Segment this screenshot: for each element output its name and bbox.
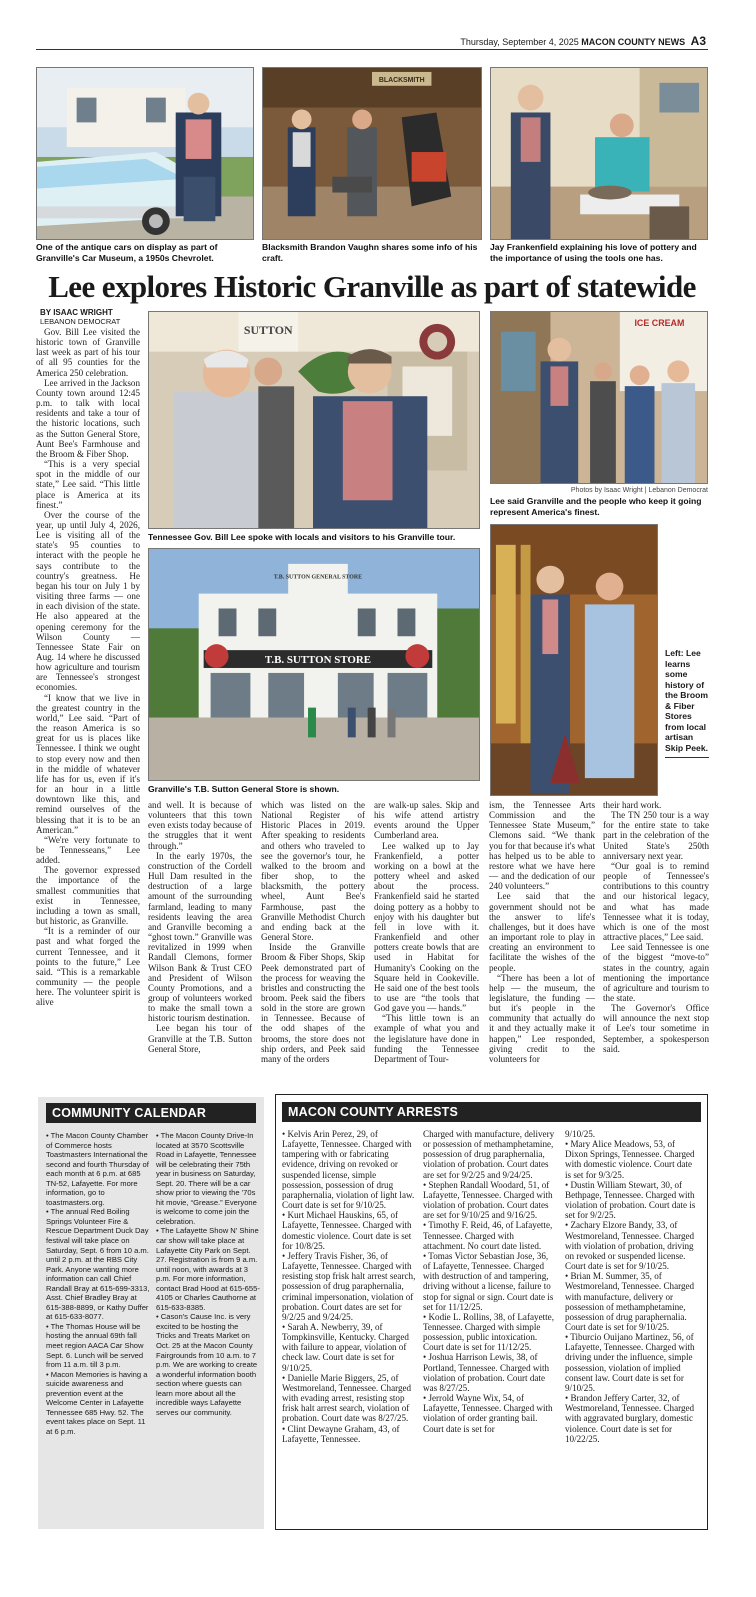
article-column-3: [261, 800, 365, 1064]
paragraph: The Governor's Office will announce the next stop of Lee's tour sometime in September, a spokesperson said.: [603, 1003, 709, 1054]
arrest-record: 9/10/25.: [565, 1129, 596, 1139]
paragraph: “We're very fortunate to be Tennesseans,” Lee added.: [36, 834, 140, 866]
paragraph: Lee walked up to Jay Frankenfield, a potter working on a bowl at the pottery wheel and asked about the process. Frankenfield said he started doing pottery as a hobby to enjoy with his daughter but fell in love with it. Frankenfield and other potters create bowls that are used in Habitat for Humanity's Cooking on the Square held in Cookeville. He said one of the best tools to use are “the tools that God gave you — hands.”: [374, 840, 479, 1014]
arrest-record: • Tomas Victor Sebastian Jose, 36, of Lafayette, Tennessee. Charged with destruction of and tampering, driving without a license, failure to stop for signal or sign. Court date is set for 11/12/25.: [423, 1250, 554, 1312]
arrest-record: • Sarah A. Newberry, 39, of Tompkinsville, Kentucky. Charged with failure to appear, violation of check law. Court date is set for 9/10/25.: [282, 1321, 409, 1373]
paragraph: In the early 1970s, the construction of the Cordell Hull Dam resulted in the destruction of a large amount of the surrounding farmland, leading to many residents leaving the area and Granville becoming a “ghost town.” Granville was revitalized in 1999 when Randall Clemons, former Wilson Bank & Trust CEO and President of Wilson County Promotions, and a group of volunteers worked to make the small town a historic tourism destination.: [148, 850, 252, 1024]
arrest-record: • Kelvis Arin Perez, 29, of Lafayette, Tennessee. Charged with tampering with or fabricating evidence, driving on revoked or suspended license, simple possession, possession of drug paraphernalia, violation of light law. Court date is set for 9/10/25.: [282, 1129, 415, 1211]
arrest-record: • Timothy F. Reid, 46, of Lafayette, Tennessee. Charged with attachment. No court date listed.: [423, 1220, 553, 1251]
paragraph: Lee said Tennessee is one of the biggest “move-to” states in the country, again mentioning the importance of agriculture and tourism to the state.: [603, 942, 709, 1003]
people-photo-caption: Lee said Granville and the people who keep it going represent America's finest.: [490, 496, 702, 517]
paragraph: which was listed on the National Register of Historic Places in 2019. After speaking to residents and others who traveled to see the governor's tour, he walked to the broom and fiber shop, to the blacksmith, the pottery wheel, Aunt Bee's Farmhouse, past the Granville Methodist Church and ending back at the General Store.: [261, 800, 365, 943]
arrest-record: • Brian M. Summer, 35, of Westmoreland, Tennessee. Charged with manufacture, delivery or possession of methamphetamine, possession of drug paraphernalia. Court date is set for 9/10/25.: [565, 1271, 695, 1332]
arrests-column-1: [282, 1129, 416, 1444]
paragraph: “Our goal is to remind people of Tennessee's contributions to this country and our historical legacy, and what has made Tennessee what it is today, which is one of the most attractive places,” Lee said.: [603, 860, 709, 943]
arrests-column-2: [423, 1129, 557, 1434]
arrest-record: • Clint Dewayne Graham, 43, of Lafayette, Tennessee.: [282, 1423, 400, 1444]
locals-photo: [148, 311, 480, 529]
calendar-column-1: [46, 1131, 150, 1437]
arrest-record: • Stephen Randall Woodard, 51, of Lafayette, Tennessee. Charged with violation of probation. Court dates are set for 9/10/25 and 9/16/25.: [423, 1179, 553, 1221]
arrest-record: • Jerrold Wayne Wix, 54, of Lafayette, Tennessee. Charged with violation of order granting bail. Court date is set for: [423, 1393, 553, 1434]
article-column-6: [603, 800, 709, 1054]
issue-date: Thursday, September 4, 2025: [460, 37, 579, 47]
blacksmith-photo: [262, 67, 482, 240]
calendar-item: • Cason's Cause Inc. is very excited to be hosting the Tricks and Treats Market on Oct. 25 at the Macon County Fairgrounds from 10 a.m. to 7 p.m. We are working to create a wonderful information booth section where guests can learn more about all the incredible ways Lafayette serves our community.: [156, 1312, 258, 1417]
paragraph: Gov. Bill Lee visited the historic town of Granville last week as part of his tour of all 95 counties for the America 250 celebration.: [36, 327, 140, 378]
store-photo-caption: Granville's T.B. Sutton General Store is shown.: [148, 784, 340, 794]
paragraph: The governor expressed the importance of the smallest communities that exist in Tennessee, including a town as small, but historic, as Granville.: [36, 865, 140, 927]
paragraph: their hard work.: [603, 800, 662, 810]
publication-name: MACON COUNTY NEWS: [581, 37, 686, 47]
paragraph: are walk-up sales. Skip and his wife attend artistry events around the Upper Cumberland area.: [374, 800, 479, 841]
article-headline: Lee explores Historic Granville as part of statewide: [48, 269, 696, 304]
paragraph: “I know that we live in the greatest country in the world,” Lee said. “Part of the reason America is so great for us is places like Tennessee. I think we ought to stop every now and then in the middle of whatever life has for us, even if it's for an hour in a little downtown like this, and remind ourselves of the blessing that it is to be an American.”: [36, 692, 140, 835]
broom-photo: [490, 524, 658, 796]
store-photo: [148, 548, 480, 781]
paragraph: The TN 250 tour is a way for the entire state to take part in the celebration of the United State's 250th anniversary next year.: [603, 810, 709, 861]
article-column-4: [374, 800, 479, 1064]
arrest-record: • Kodie L. Rollins, 38, of Lafayette, Tennessee. Charged with simple possession, public intoxication. Court date is set for 11/12/25.: [423, 1311, 554, 1353]
arrest-record: • Mary Alice Meadows, 53, of Dixon Springs, Tennessee. Charged with domestic violence. Court date is set for 9/3/25.: [565, 1139, 695, 1180]
paragraph: and well. It is because of volunteers that this town even exists today because of the struggles that it went through.”: [148, 800, 252, 851]
arrest-record: • Brandon Jeffery Carter, 32, of Westmoreland, Tennessee. Charged with aggravated burglary, domestic violence. Court date is set for 10/22/25.: [565, 1393, 695, 1444]
macon-county-arrests: [275, 1094, 708, 1530]
community-calendar: [38, 1097, 264, 1529]
blacksmith-photo-caption: Blacksmith Brandon Vaughn shares some info of his craft.: [262, 242, 478, 263]
arrest-record: • Danielle Marie Biggers, 25, of Westmoreland, Tennessee. Charged with evading arrest, resisting stop frisk halt arrest search, violation of probation. Court date was 8/27/25.: [282, 1372, 412, 1424]
arrest-record: • Zachary Elzore Bandy, 33, of Westmoreland, Tennessee. Charged with violation of probation, driving on revoked or suspended license. Court date is set for 9/10/25.: [565, 1220, 695, 1272]
article-column-2: [148, 800, 252, 1054]
arrest-record: • Kurt Michael Hauskins, 65, of Lafayette, Tennessee. Charged with domestic violence. Court date is set for 10/8/25.: [282, 1210, 412, 1251]
paragraph: Inside the Granville Broom & Fiber Shops, Skip Peek demonstrated part of the process for weaving the bristles and constructing the broom. Peek said the fibers sold in the store are grown in Tennessee. Because of the odd shapes of the brooms, the store does not ship orders, and Peek said many of the orders: [261, 942, 365, 1064]
paragraph: “It is a reminder of our past and what forged the current Tennessee, and it points to the future,” Lee said. “This is a remarkable community — the people here. The volunteer spirit is alive: [36, 926, 140, 1008]
calendar-item: • The Thomas House will be hosting the annual 69th fall meet region AACA Car Show Sept. 6. Lunch will be served from 11 a.m. till 3 p.m.: [46, 1321, 144, 1370]
arrest-record: • Tiburcio Ouijano Martinez, 56, of Lafayette, Tennessee. Charged with driving under the influence, simple possession, violation of implied consent law. Court date is set for 9/10/25.: [565, 1332, 695, 1393]
paragraph: “This is a very special spot in the middle of our state,” Lee said. “This little place is America at its finest.”: [36, 459, 140, 510]
store-sign: T.B. SUTTON STORE: [264, 654, 372, 667]
calendar-item: • The Lafayette Show N' Shine car show will take place at Lafayette City Park on Sept. 27. Registration is from 9 a.m. until noon, with awards at 3 p.m. For more information, contact Brad Hood at 615-655-4105 or Charles Cauthorne at 615-633-8385.: [156, 1226, 260, 1312]
locals-photo-caption: Tennessee Gov. Bill Lee spoke with locals and visitors to his Granville tour.: [148, 532, 456, 542]
calendar-item: • The annual Red Boiling Springs Volunteer Fire & Rescue Department Duck Day festival will take place on Saturday, Sept. 6 from 10 a.m. until 2 p.m. at the RBS City Park. Anyone wanting more information can call Chief Randall Bray at 615-699-3313, Asst. Chief Bradley Bray at 615-388-8899, or Kathy Duffer at 615-633-8077.: [46, 1207, 150, 1322]
arrest-record: • Jeffery Travis Fisher, 36, of Lafayette, Tennessee. Charged with resisting stop frisk halt arrest search, possession of drug paraphernalia, criminal impersonation, violation of probation. Court dates are set for 9/2/25 and 9/24/25.: [282, 1250, 416, 1322]
photo-credit: Photos by Isaac Wright | Lebanon Democrat: [570, 487, 708, 494]
article-column-1: [36, 327, 140, 1007]
byline: [40, 309, 140, 326]
blacksmith-sign: BLACKSMITH: [378, 76, 425, 84]
calendar-title: COMMUNITY CALENDAR: [46, 1103, 256, 1123]
byline-name: BY ISAAC WRIGHT: [40, 308, 113, 317]
article-column-5: [489, 800, 595, 1064]
paragraph: ism, the Tennessee Arts Commission and the Tennessee State Museum,” Clemons said. “We thank you for that because it's what has helped us to be able to restore what we have here — and the dedication of our 240 volunteers.”: [489, 800, 595, 892]
arrest-record: Charged with manufacture, delivery or possession of methamphetamine, possession of drug paraphernalia, violation of probation. Court dates are set for 9/2/25 and 9/24/25.: [423, 1129, 555, 1180]
people-photo: [490, 311, 708, 484]
paragraph: Lee began his tour of Granville at the T.B. Sutton General Store,: [148, 1023, 252, 1054]
sutton-partial-sign: SUTTON: [243, 322, 293, 337]
arrests-title: MACON COUNTY ARRESTS: [282, 1102, 701, 1122]
page-number: A3: [690, 34, 706, 48]
calendar-column-2: [156, 1131, 260, 1417]
ice-cream-sign: ICE CREAM: [634, 317, 685, 328]
page-header: [36, 34, 708, 50]
broom-caption-text: Lee learns some history of the Broom & Fiber Stores from local artisan Skip Peek.: [665, 648, 708, 753]
paragraph: Lee said that the government should not be the answer to life's challenges, but it does have an important role to play in creating an environment to facilitate the wishes of the people.: [489, 891, 595, 973]
arrests-column-3: [565, 1129, 699, 1444]
car-photo-caption: One of the antique cars on display as part of Granville's Car Museum, a 1950s Chevrolet.: [36, 242, 218, 263]
pottery-photo-caption: Jay Frankenfield explaining his love of pottery and the importance of using the tools one has.: [490, 242, 697, 263]
broom-caption-label: Left:: [665, 648, 684, 658]
paragraph: Lee arrived in the Jackson County town around 12:45 p.m. to talk with local residents and take a tour of the historic locations, such as the Sutton General Store, Aunt Bee's Farmhouse and the Broom & Fiber Shop.: [36, 377, 140, 459]
broom-photo-caption: [665, 648, 709, 758]
pottery-photo: [490, 67, 708, 240]
car-photo: [36, 67, 254, 240]
paragraph: Over the course of the year, up until July 4, 2026, Lee is visiting all of the state's 95 counties to interact with the people he says contribute to the country's greatness. He began his tour on July 1 by visiting three farms — one in each division of the state. He also appeared at the opening ceremony for the Wilson County — Tennessee State Fair on Aug. 14 where he discussed how agriculture and tourism are Tennessee's strongest economies.: [36, 509, 140, 693]
calendar-item: • Macon Memories is having a suicide awareness and prevention event at the Welcome Center in Lafayette Tennessee 685 Hwy. 52. The event takes place on Sept. 11 at 6 p.m.: [46, 1369, 148, 1436]
paragraph: “This little town is an example of what you and the legislature have done in funding the Tennessee Department of Tour-: [374, 1013, 479, 1064]
paragraph: “There has been a lot of help — the museum, the legislature, the funding — but it's people in the community that actually do it and they actually make it happen,” Lee responded, giving credit to the volunteers for: [489, 972, 595, 1064]
arrest-record: • Dustin William Stewart, 30, of Bethpage, Tennessee. Charged with violation of probation. Court date is set for 9/2/25.: [565, 1179, 696, 1221]
arrest-record: • Joshua Harrison Lewis, 38, of Portland, Tennessee. Charged with violation of probation. Court date was 8/27/25.: [423, 1352, 550, 1393]
byline-org: LEBANON DEMOCRAT: [40, 316, 121, 326]
calendar-item: • The Macon County Drive-In located at 3570 Scottsville Road in Lafayette, Tennessee will be celebrating their 75th year in business on Saturday, Sept. 20. There will be a car show prior to viewing the '70s hit movie, “Grease.” Everyone is welcome to come join the celebration.: [156, 1131, 257, 1226]
store-top-sign: T.B. SUTTON GENERAL STORE: [273, 574, 363, 581]
calendar-item: • The Macon County Chamber of Commerce hosts Toastmasters International the second and fourth Thursday of each month at 6 p.m. at 685 TN-52, Lafayette. For more information, go to toastmasters.org.: [46, 1131, 149, 1207]
